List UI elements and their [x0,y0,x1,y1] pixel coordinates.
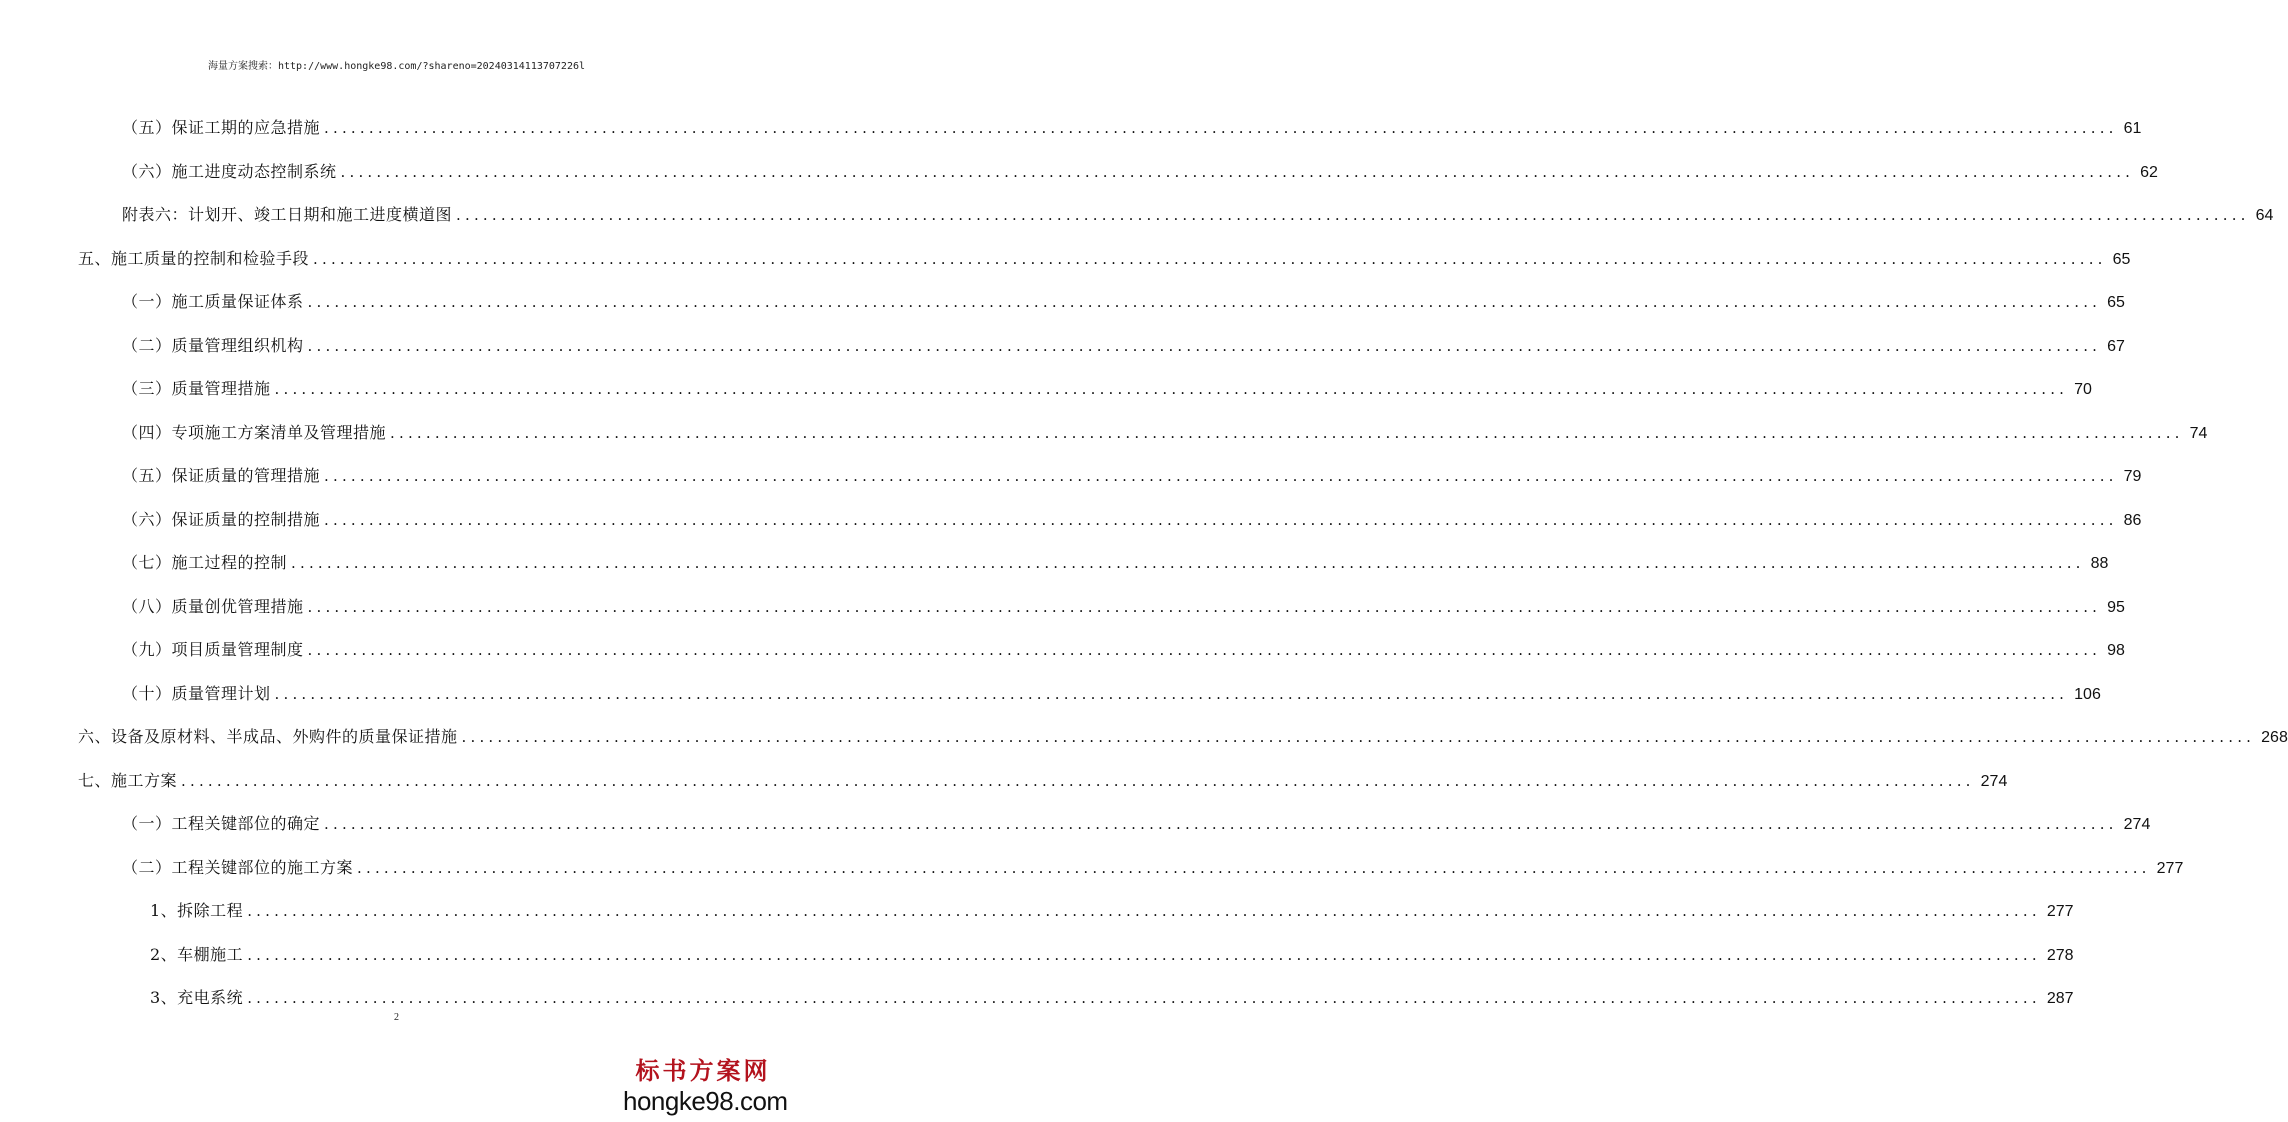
header-source-url: 海量方案搜索：http://www.hongke98.com/?shareno=20240314113707226l [207,61,586,72]
toc-entry-page: 287 [2046,990,2074,1007]
toc-entry-page: 277 [2046,903,2074,920]
toc-entry[interactable] [122,683,2101,705]
toc-entry-page: 274 [2123,816,2151,833]
toc-entry[interactable] [122,552,2109,574]
toc-entry-page: 98 [2107,642,2125,659]
toc-entry[interactable] [150,900,2074,922]
toc-dot-leader: ........................................................................................................................................................................................................ [456,206,2250,224]
toc-entry-page: 95 [2107,599,2125,616]
toc-entry-title: 附表六：计划开、竣工日期和施工进度横道图 [122,205,453,224]
toc-entry-title: 2、车棚施工 [150,945,244,964]
toc-entry[interactable] [122,596,2125,618]
page-number: 2 [394,1012,399,1023]
toc-entry-title: （九）项目质量管理制度 [122,640,304,659]
toc-dot-leader: ........................................................................................................................................................................................................ [324,467,2118,485]
toc-entry-page: 62 [2140,164,2158,181]
toc-entry-title: （二）工程关键部位的施工方案 [122,858,354,877]
toc-entry[interactable] [150,987,2074,1009]
toc-dot-leader: ........................................................................................................................................................................................................ [291,554,2085,572]
site-watermark-logo [623,1056,788,1116]
toc-entry[interactable] [122,639,2125,661]
toc-dot-leader: ........................................................................................................................................................................................................ [324,119,2118,137]
toc-dot-leader: ........................................................................................................................................................................................................ [390,424,2184,442]
toc-entry-page: 86 [2123,512,2142,529]
toc-entry-title: （一）施工质量保证体系 [122,292,304,311]
toc-dot-leader: ........................................................................................................................................................................................................ [307,598,2102,616]
toc-entry-title: （二）质量管理组织机构 [122,336,304,355]
toc-dot-leader: ........................................................................................................................................................................................................ [357,859,2151,877]
toc-entry[interactable] [122,422,2208,444]
toc-entry-title: （六）保证质量的控制措施 [122,510,321,529]
toc-entry-page: 106 [2074,686,2101,703]
toc-entry-title: （一）工程关键部位的确定 [122,814,321,833]
toc-entry-title: 五、施工质量的控制和检验手段 [78,249,310,268]
toc-entry-page: 88 [2090,555,2109,572]
toc-entry-page: 65 [2107,294,2125,311]
toc-entry-title: （七）施工过程的控制 [122,553,288,572]
toc-dot-leader: ........................................................................................................................................................................................................ [307,641,2102,659]
toc-entry[interactable] [122,161,2158,183]
toc-entry[interactable] [78,726,2288,748]
toc-entry-page: 74 [2189,425,2208,442]
toc-entry-page: 70 [2074,381,2092,398]
toc-entry[interactable] [122,291,2125,313]
toc-dot-leader: ........................................................................................................................................................................................................ [274,380,2069,398]
toc-entry[interactable] [122,378,2092,400]
toc-dot-leader: ........................................................................................................................................................................................................ [307,293,2102,311]
toc-entry-title: （十）质量管理计划 [122,684,271,703]
toc-dot-leader: ........................................................................................................................................................................................................ [247,902,2041,920]
toc-entry[interactable] [150,944,2074,966]
toc-entry[interactable] [122,857,2184,879]
watermark-cn-text: 标书方案网 [635,1056,771,1085]
toc-entry-page: 277 [2156,860,2184,877]
toc-entry[interactable] [122,335,2125,357]
toc-entry-page: 61 [2123,120,2142,137]
toc-entry-title: 七、施工方案 [78,771,178,790]
toc-entry[interactable] [122,813,2151,835]
watermark-en-text: hongke98.com [623,1086,788,1116]
toc-dot-leader: ........................................................................................................................................................................................................ [247,946,2041,964]
toc-entry-page: 278 [2046,947,2074,964]
toc-entry[interactable] [78,248,2131,270]
toc-entry-page: 79 [2123,468,2142,485]
toc-entry-title: （六）施工进度动态控制系统 [122,162,337,181]
toc-dot-leader: ........................................................................................................................................................................................................ [181,772,1975,790]
toc-entry-title: （四）专项施工方案清单及管理措施 [122,423,387,442]
toc-entry-title: （五）保证工期的应急措施 [122,118,321,137]
toc-entry[interactable] [122,117,2142,139]
toc-entry[interactable] [78,770,2008,792]
toc-entry[interactable] [122,204,2274,226]
toc-entry-page: 268 [2261,729,2288,746]
toc-entry-title: 3、充电系统 [150,988,244,1007]
toc-entry-title: 1、拆除工程 [150,901,244,920]
toc-dot-leader: ........................................................................................................................................................................................................ [313,250,2107,268]
toc-dot-leader: ........................................................................................................................................................................................................ [247,989,2041,1007]
toc-entry-page: 274 [1980,773,2008,790]
toc-dot-leader: ........................................................................................................................................................................................................ [461,728,2256,746]
toc-dot-leader: ........................................................................................................................................................................................................ [324,815,2118,833]
toc-entry-title: 六、设备及原材料、半成品、外购件的质量保证措施 [78,727,458,746]
toc-entry-title: （三）质量管理措施 [122,379,271,398]
toc-entry-page: 64 [2255,207,2274,224]
toc-entry-title: （八）质量创优管理措施 [122,597,304,616]
toc-entry-title: （五）保证质量的管理措施 [122,466,321,485]
toc-entry-page: 65 [2112,251,2131,268]
toc-dot-leader: ........................................................................................................................................................................................................ [324,511,2118,529]
toc-entry[interactable] [122,509,2142,531]
toc-dot-leader: ........................................................................................................................................................................................................ [307,337,2102,355]
toc-dot-leader: ........................................................................................................................................................................................................ [274,685,2069,703]
toc-dot-leader: ........................................................................................................................................................................................................ [340,163,2135,181]
toc-entry-page: 67 [2107,338,2125,355]
toc-entry[interactable] [122,465,2142,487]
